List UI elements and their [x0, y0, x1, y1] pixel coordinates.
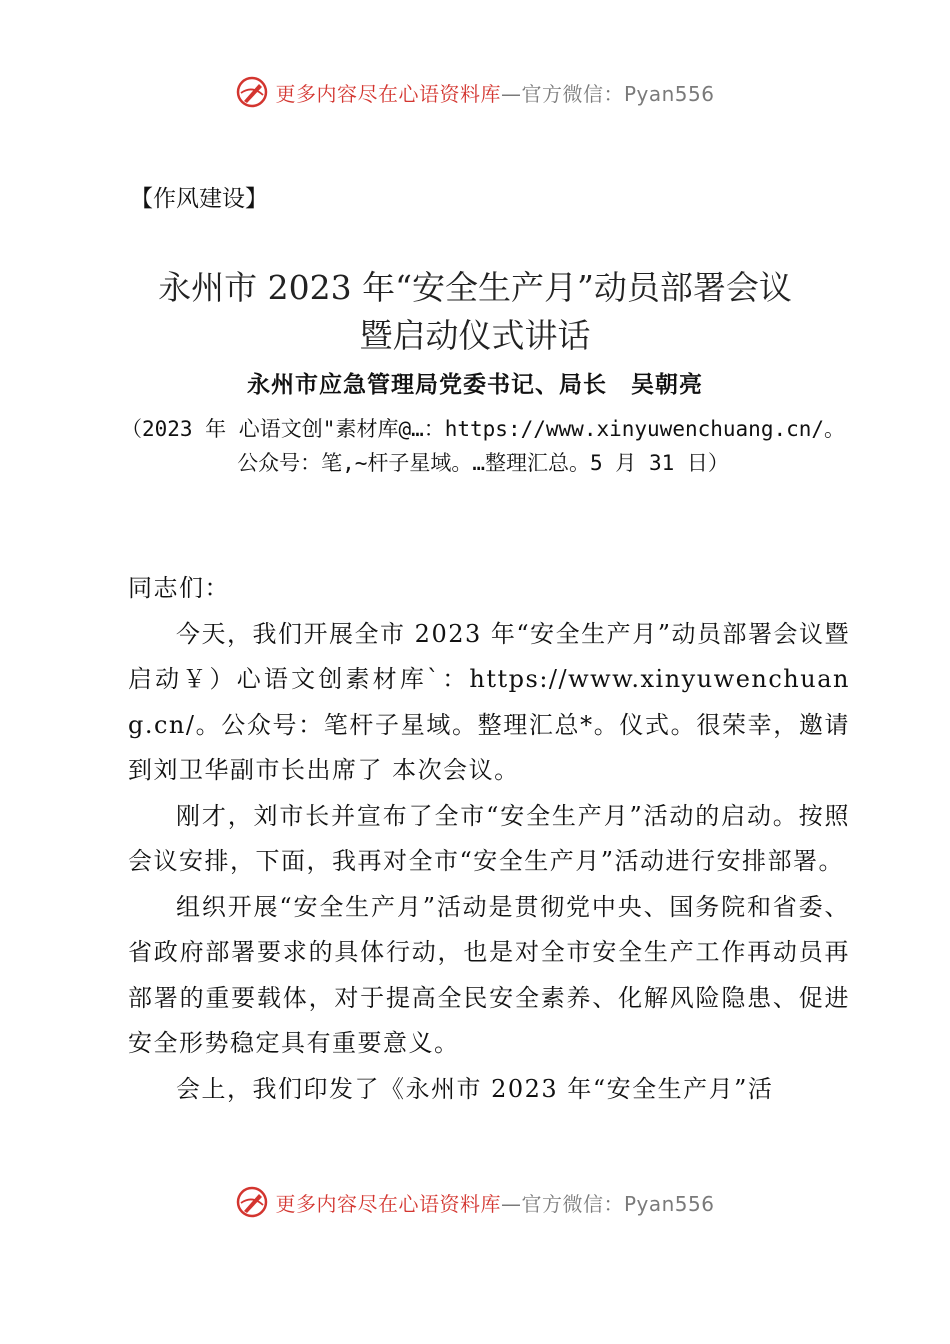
pen-logo-icon	[235, 1185, 269, 1219]
document-body	[128, 566, 850, 1112]
author-line: 永州市应急管理局党委书记、局长 吴朝亮	[247, 371, 703, 398]
watermark-text: 更多内容尽在心语资料库	[275, 1191, 501, 1216]
paragraph: 刚才，刘市长并宣布了全市“安全生产月”活动的启动。按照会议安排，下面，我再对全市“安全生产月”活动进行安排部署。	[128, 801, 850, 875]
title-line-1: 永州市 2023 年“安全生产月”动员部署会议	[158, 268, 792, 307]
watermark-contact: —官方微信：Pyan556	[500, 81, 715, 106]
category-tag: 【作风建设】	[130, 186, 268, 212]
document-title	[0, 264, 950, 360]
paragraph: 会上，我们印发了《永州市 2023 年“安全生产月”活	[176, 1074, 774, 1103]
greeting: 同志们：	[128, 574, 230, 602]
header-watermark	[0, 72, 950, 112]
pen-logo-icon	[235, 75, 269, 109]
source-note: （2023 年 心语文创"素材库@…：https://www.xinyuwenchuang.cn/。公众号：笔,~杆子星域。…整理汇总。5 月 31 日）	[120, 417, 846, 475]
watermark-text: 更多内容尽在心语资料库	[275, 81, 501, 106]
paragraph: 今天，我们开展全市 2023 年“安全生产月”动员部署会议暨启动￥）心语文创素材库`：https://www.xinyuwenchuang.cn/。公众号：笔杆子星域。整理汇总*。仪式。很荣幸，邀请到刘卫华副市长出席了 本次会议。	[128, 619, 850, 784]
title-line-2: 暨启动仪式讲话	[359, 316, 591, 355]
footer-watermark	[0, 1182, 950, 1222]
watermark-contact: —官方微信：Pyan556	[500, 1191, 715, 1216]
paragraph: 组织开展“安全生产月”活动是贯彻党中央、国务院和省委、省政府部署要求的具体行动，也是对全市安全生产工作再动员再部署的重要载体，对于提高全民安全素养、化解风险隐患、促进安全形势稳定具有重要意义。	[128, 892, 850, 1057]
